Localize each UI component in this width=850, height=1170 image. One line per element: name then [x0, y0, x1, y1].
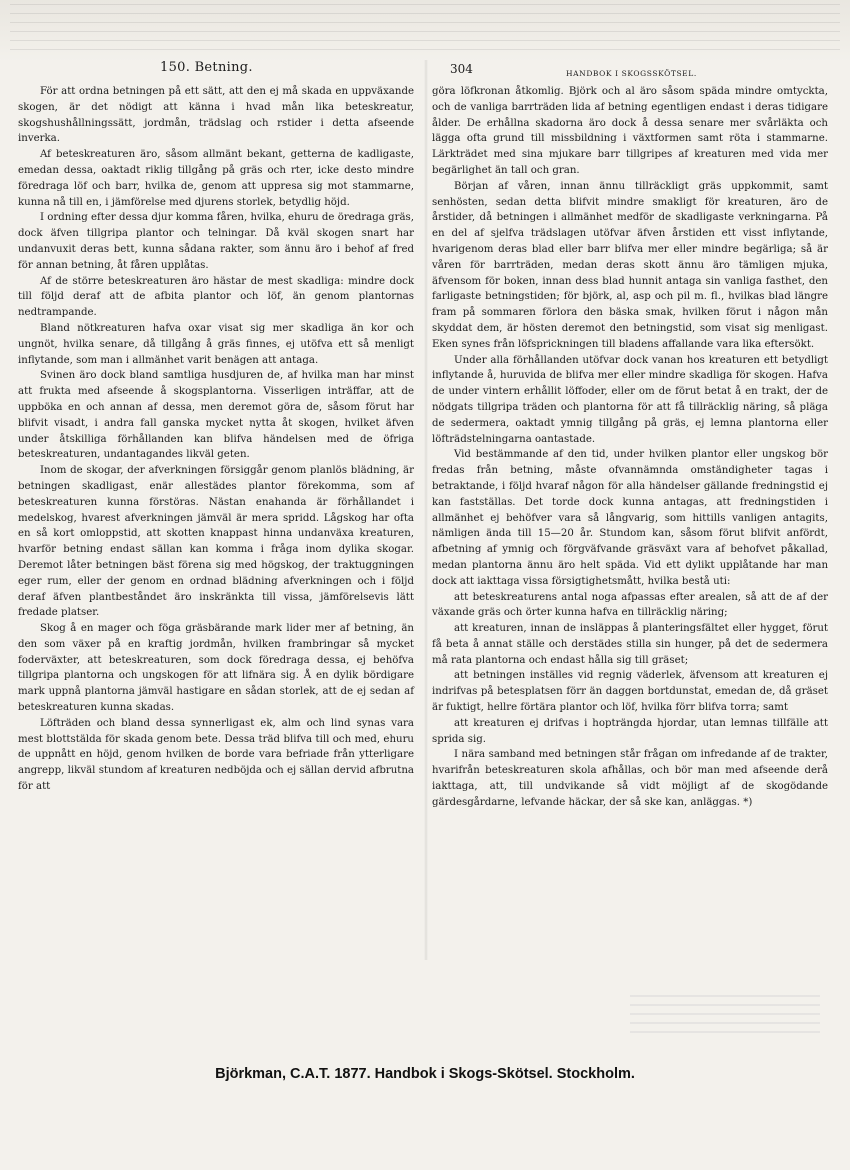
running-head: HANDBOK I SKOGSSKÖTSEL. [566, 69, 697, 78]
paragraph: Början af våren, innan ännu tillräckligt gräs uppkommit, samt senhösten, sedan detta blifvit mindre smakligt för kreaturen, äro de årstider, då betningen i allmänhet medför de skadligaste verkningarna. På en del af sjelfva trädslagen utöfvar äfven årstiden ett visst inflytande, hvarigenom deras blad eller barr blifva mer eller mindre begärliga; så är våren för barrträden, medan deras skott ännu äro tämligen mjuka, äfvensom för boken, innan dess blad hunnit antaga sin vanliga fasthet, den farligaste betningstiden; för björk, al, asp och pil m. fl., hvilkas blad längre fram på sommaren förlora den bäska smak, hvilken förut i någon mån skyddat dem, är hösten deremot den betningstid, som visat sig menligast. Eken synes från löfsprickningen till bladens affallande vara lika eftersökt. [432, 180, 828, 350]
list-item: att kreaturen, innan de insläppas å planteringsfältet eller hygget, förut få beta å annat ställe och derstädes stilla sin hunger, på det de sedermera må rata plantorna och endast hålla sig till gräset; [432, 623, 828, 666]
paragraph: Af beteskreaturen äro, såsom allmänt bekant, getterna de kadligaste, emedan dessa, oaktadt riklig tillgång på gräs och rter, icke desto mindre föredraga löf och barr, hvilka de, genom att uppresa sig mot stammarne, kunna nå till en, i jämförelse med djurens storlek, betydlig höjd. [18, 149, 414, 208]
paragraph: I nära samband med betningen står frågan om infredande af de trakter, hvarifrån beteskreaturen skola afhållas, och bör man med afseende derå iakttaga, att, till undvikande så vidt möjligt af de skogödande gärdesgårdarne, lefvande häckar, der så ske kan, anläggas. *) [432, 749, 828, 808]
faded-stamp-text [630, 995, 820, 1035]
paragraph: För att ordna betningen på ett sätt, att den ej må skada en uppväxande skogen, är det nödigt att känna i hvad mån lika beteskreatur, skogshushållningssätt, jordmån, trädslag och rstider i detta afseende inverka. [18, 86, 414, 145]
paragraph: Löfträden och bland dessa synnerligast ek, alm och lind synas vara mest blottstälda för skada genom bete. Dessa träd blifva till och med, ehuru de uppnått en höjd, genom hvilken de borde vara befriade från ytterligare angrepp, likväl stundom af kreaturen nedböjda och ej sällan dervid afbrutna för att [18, 717, 414, 793]
paragraph: Under alla förhållanden utöfvar dock vanan hos kreaturen ett betydligt inflytande å, huruvida de blifva mer eller mindre skadliga för skogen. Hafva de under vintern erhållit löffoder, eller om de förut betat å en trakt, der de nödgats tillgripa träden och plantorna för att få tillräcklig näring, så pläga de sedermera, oaktadt ymnig tillgång på gräs, ej lemna plantorna eller löfträdstelningarna oantastade. [432, 354, 828, 445]
paragraph: Vid bestämmande af den tid, under hvilken plantor eller ungskog bör fredas från betning, måste ofvannämnda omständigheter tagas i betraktande, i följd hvaraf någon för alla händelser gällande fredningstid ej kan fastställas. Det torde dock kunna antagas, att fredningstiden i allmänhet ej behöfver vara så långvarig, som hittills vanligen antagits, nämligen ända till 15—20 år. Stundom kan, såsom förut blifvit anfördt, afbetning af ymnig och förgväfvande gräsväxt vara af behofvet påkallad, medan plantorna ännu äro helt späda. Vid ett dylikt upplåtande har man dock att iakttaga vissa försigtighetsmått, hvilka bestå uti: [432, 449, 828, 587]
paragraph: Af de större beteskreaturen äro hästar de mest skadliga: mindre dock till följd deraf att de afbita plantor och löf, än genom plantornas nedtrampande. [18, 275, 414, 319]
paragraph: Inom de skogar, der afverkningen försiggår genom planlös blädning, är betningen skadligast, enär allestädes plantor förekomma, som af beteskreaturen kunna förstöras. Nästan enahanda är förhållandet i medelskog, hvarest afverkningen jämväl är mera spridd. Lågskog har ofta en så kort omloppstid, att skotten knappast hinna undanväxa kreaturen, hvarför betning endast sällan kan komma i fråga inom dylika skogar. Deremot låter betningen bäst förena sig med högskog, der traktuggningen eger rum, eller der genom en ordnad blädning afverkningen och i följd deraf äfven plantbeståndet äro inskränkta till vissa, jämförelsevis lätt fredade platser. [18, 465, 414, 619]
paragraph: Bland nötkreaturen hafva oxar visat sig mer skadliga än kor och ungnöt, hvilka senare, då tillgång å gräs finnes, ej utöfva ett så menligt inflytande, som man i allmänhet varit benägen att antaga. [18, 322, 414, 366]
list-item: att beteskreaturens antal noga afpassas efter arealen, så att de af der växande gräs och örter kunna hafva en tillräcklig näring; [432, 591, 828, 619]
paragraph: I ordning efter dessa djur komma fåren, hvilka, ehuru de öredraga gräs, dock äfven tillgripa plantor och telningar. Då kväl skogen snart har undanvuxit deras bett, kunna sådana rakter, som ännu äro i behof af fred för annan betning, åt fåren upplåtas. [18, 212, 414, 271]
bleed-through-text [0, 0, 850, 62]
paragraph: Svinen äro dock bland samtliga husdjuren de, af hvilka man har minst att frukta med afseende å skogsplantorna. Visserligen inträffar, att de uppböka en och annan af dessa, men deremot göra de, såsom förut har blifvit visadt, i andra fall ganska mycket nytta åt skogen, hvilket äfven under åtskilliga förhållanden kan blifva händelsen med de öfriga beteskreaturen, undantagandes likväl geten. [18, 370, 414, 461]
page-number: 304 [450, 62, 473, 76]
paragraph: göra löfkronan åtkomlig. Björk och al äro såsom späda mindre omtyckta, och de vanliga barrträden lida af betning egentligen endast i deras tidigare ålder. De erhållna skadorna äro dock å dessa senare mer svårläkta och lägga ofta grund till missbildning i växtformen samt röta i stammarne. Lärkträdet med sina mjukare barr tillgripes af kreaturen med vida mer begärlighet än tall och gran. [432, 86, 828, 176]
citation-caption: Björkman, C.A.T. 1877. Handbok i Skogs-Skötsel. Stockholm. [215, 1066, 635, 1082]
list-item: att betningen inställes vid regnig väderlek, äfvensom att kreaturen ej indrifvas på betesplatsen förr än daggen bortdunstat, emedan de, då gräset är fuktigt, hellre förtära plantor och löf, hvilka förr blifva torra; samt [432, 670, 828, 714]
page-gutter [424, 60, 428, 960]
section-title: 150. Betning. [160, 60, 253, 75]
left-column [18, 60, 414, 795]
paragraph: Skog å en mager och föga gräsbärande mark lider mer af betning, än den som växer på en kraftig jordmån, hvilken frambringar så mycket foderväxter, att beteskreaturen, som dock föredraga dessa, ej behöfva tillgripa plantorna och ungskogen för att lifnära sig. Å en dylik bördigare mark uppnå plantorna jämväl hastigare en sådan storlek, att de ej sedan af beteskreaturen kunna skadas. [18, 623, 414, 714]
list-item: att kreaturen ej drifvas i hopträngda hjordar, utan lemnas tillfälle att sprida sig. [432, 717, 828, 745]
right-column [432, 60, 828, 811]
